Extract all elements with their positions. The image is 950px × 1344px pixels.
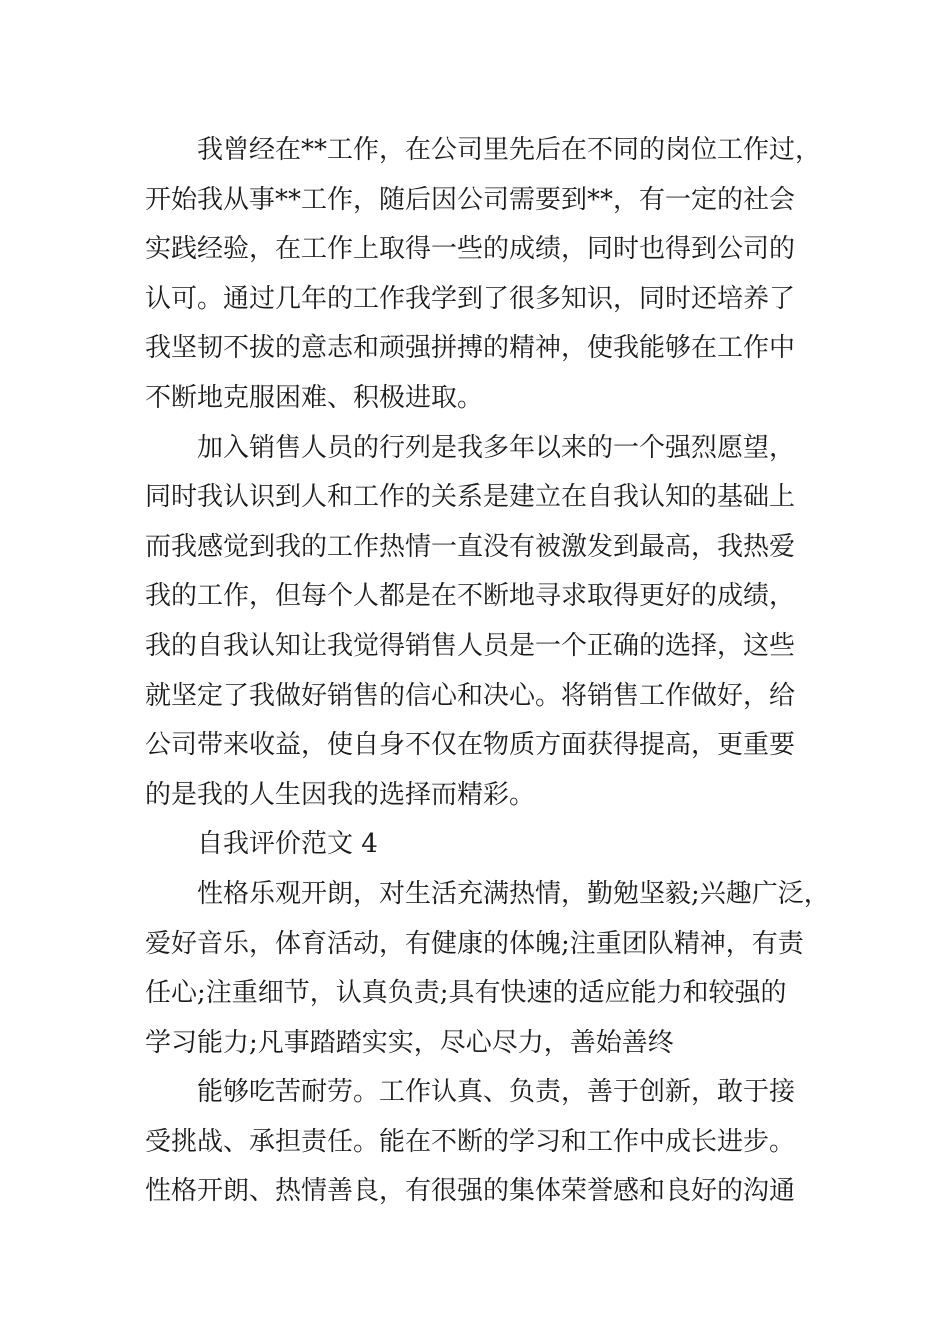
paragraph-1-line: 实践经验，在工作上取得一些的成绩，同时也得到公司的 xyxy=(145,234,796,265)
paragraph-2-line: 加入销售人员的行列是我多年以来的一个强烈愿望， xyxy=(197,432,796,463)
paragraph-2-line: 同时我认识到人和工作的关系是建立在自我认知的基础上 xyxy=(145,482,796,513)
paragraph-4-line: 性格开朗、热情善良，有很强的集体荣誉感和良好的沟通 xyxy=(145,1176,796,1207)
paragraph-1-line: 开始我从事**工作，随后因公司需要到**，有一定的社会 xyxy=(145,184,796,215)
paragraph-1-line: 我曾经在**工作，在公司里先后在不同的岗位工作过， xyxy=(197,135,822,165)
paragraph-1-line: 不断地克服困难、积极进取。 xyxy=(145,382,484,413)
paragraph-4-line: 能够吃苦耐劳。工作认真、负责，善于创新，敢于接 xyxy=(197,1077,796,1108)
paragraph-4-line: 受挑战、承担责任。能在不断的学习和工作中成长进步。 xyxy=(145,1126,796,1157)
paragraph-2-line: 的是我的人生因我的选择而精彩。 xyxy=(145,779,536,810)
paragraph-3-line: 爱好音乐，体育活动，有健康的体魄;注重团队精神，有责 xyxy=(145,928,804,959)
paragraph-3-line: 任心;注重细节，认真负责;具有快速的适应能力和较强的 xyxy=(145,978,787,1009)
paragraph-2-line: 公司带来收益，使自身不仅在物质方面获得提高，更重要 xyxy=(145,730,796,761)
paragraph-2-line: 而我感觉到我的工作热情一直没有被激发到最高，我热爱 xyxy=(145,531,796,562)
paragraph-2-line: 我的自我认知让我觉得销售人员是一个正确的选择，这些 xyxy=(145,630,796,661)
paragraph-3-line: 学习能力;凡事踏踏实实，尽心尽力，善始善终 xyxy=(145,1027,674,1058)
paragraph-1-line: 我坚韧不拔的意志和顽强拼搏的精神，使我能够在工作中 xyxy=(145,333,796,364)
paragraph-3-line: 性格乐观开朗，对生活充满热情，勤勉坚毅;兴趣广泛， xyxy=(197,878,830,909)
section-heading: 自我评价范文 4 xyxy=(197,829,378,860)
paragraph-1-line: 认可。通过几年的工作我学到了很多知识，同时还培养了 xyxy=(145,283,796,314)
paragraph-2-line: 就坚定了我做好销售的信心和决心。将销售工作做好，给 xyxy=(145,680,796,711)
document-body xyxy=(145,126,835,1217)
paragraph-2-line: 我的工作，但每个人都是在不断地寻求取得更好的成绩， xyxy=(145,581,796,612)
